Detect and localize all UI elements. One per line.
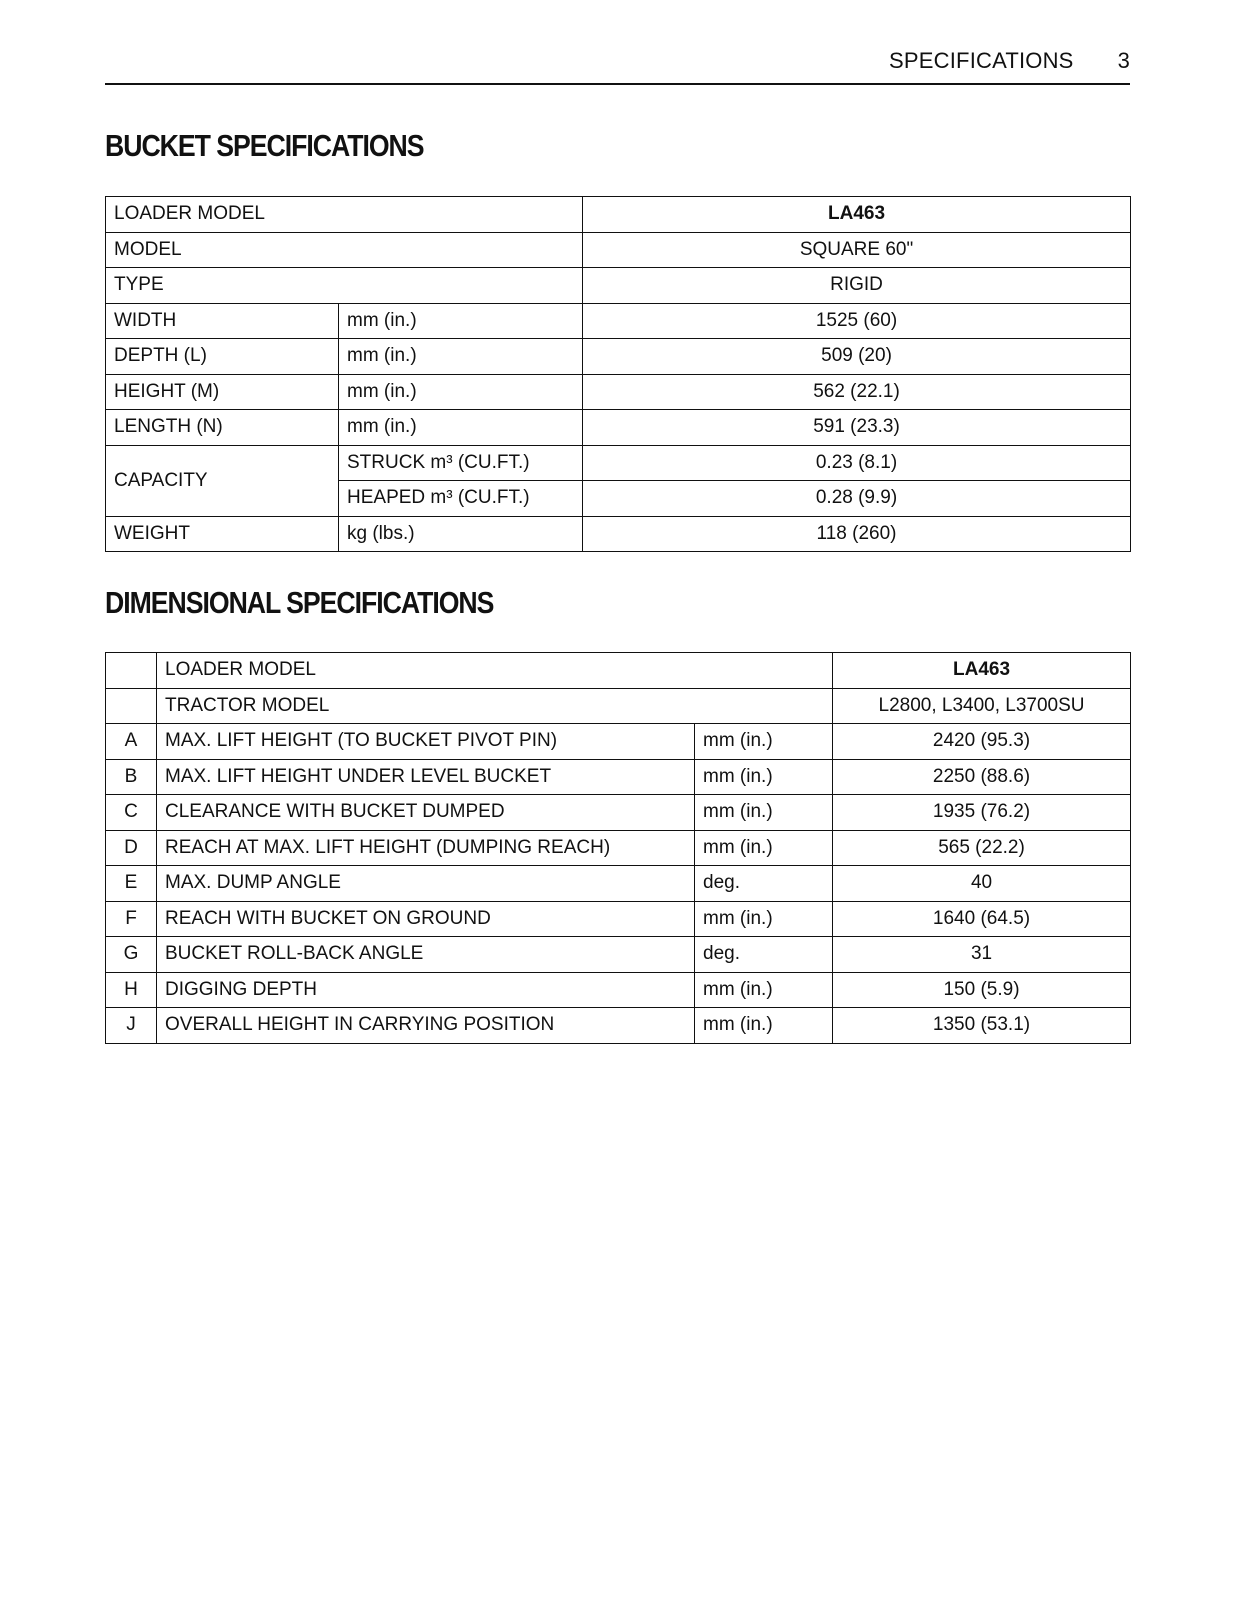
row-value: 562 (22.1) (583, 374, 1131, 410)
row-unit: mm (in.) (339, 339, 583, 375)
row-unit: mm (in.) (695, 795, 833, 831)
table-row (106, 232, 1131, 268)
row-label: BUCKET ROLL-BACK ANGLE (157, 937, 695, 973)
row-letter (106, 653, 157, 689)
row-value: LA463 (583, 197, 1131, 233)
row-letter: E (106, 866, 157, 902)
row-letter: B (106, 759, 157, 795)
table-row (106, 516, 1131, 552)
row-letter (106, 688, 157, 724)
row-unit: mm (in.) (695, 1008, 833, 1044)
row-label: MAX. LIFT HEIGHT UNDER LEVEL BUCKET (157, 759, 695, 795)
row-letter: F (106, 901, 157, 937)
row-value: 1350 (53.1) (833, 1008, 1131, 1044)
row-label: REACH AT MAX. LIFT HEIGHT (DUMPING REACH) (157, 830, 695, 866)
row-value: SQUARE 60" (583, 232, 1131, 268)
table-row (106, 1008, 1131, 1044)
table-row (106, 972, 1131, 1008)
row-label: TRACTOR MODEL (157, 688, 833, 724)
row-value: 31 (833, 937, 1131, 973)
row-label: WEIGHT (106, 516, 339, 552)
row-label: WIDTH (106, 303, 339, 339)
row-unit: STRUCK m³ (CU.FT.) (339, 445, 583, 481)
row-value: L2800, L3400, L3700SU (833, 688, 1131, 724)
row-label: HEIGHT (M) (106, 374, 339, 410)
dimensional-specifications-title: DIMENSIONAL SPECIFICATIONS (105, 585, 494, 620)
row-unit: mm (in.) (695, 972, 833, 1008)
page-number: 3 (1117, 48, 1130, 73)
table-row (106, 339, 1131, 375)
table-row (106, 901, 1131, 937)
row-unit: mm (in.) (695, 901, 833, 937)
row-value: 40 (833, 866, 1131, 902)
row-label: MAX. LIFT HEIGHT (TO BUCKET PIVOT PIN) (157, 724, 695, 760)
row-value: LA463 (833, 653, 1131, 689)
row-letter: D (106, 830, 157, 866)
table-row (106, 688, 1131, 724)
row-unit: mm (in.) (339, 303, 583, 339)
row-value: 2250 (88.6) (833, 759, 1131, 795)
row-value: 2420 (95.3) (833, 724, 1131, 760)
row-label: LENGTH (N) (106, 410, 339, 446)
row-label: TYPE (106, 268, 583, 304)
dimensional-specifications-table (105, 652, 1131, 1044)
row-unit: mm (in.) (339, 374, 583, 410)
row-letter: A (106, 724, 157, 760)
row-label: MAX. DUMP ANGLE (157, 866, 695, 902)
capacity-label: CAPACITY (106, 445, 339, 516)
row-letter: J (106, 1008, 157, 1044)
row-letter: H (106, 972, 157, 1008)
row-value: 150 (5.9) (833, 972, 1131, 1008)
running-header (105, 48, 1130, 85)
row-value: 591 (23.3) (583, 410, 1131, 446)
row-unit: mm (in.) (695, 759, 833, 795)
table-row (106, 653, 1131, 689)
row-label: LOADER MODEL (157, 653, 833, 689)
row-letter: C (106, 795, 157, 831)
row-value: 509 (20) (583, 339, 1131, 375)
row-value: 1935 (76.2) (833, 795, 1131, 831)
row-unit: deg. (695, 937, 833, 973)
table-row (106, 445, 1131, 481)
row-value: 1525 (60) (583, 303, 1131, 339)
row-value: 565 (22.2) (833, 830, 1131, 866)
row-value: 0.23 (8.1) (583, 445, 1131, 481)
row-value: 1640 (64.5) (833, 901, 1131, 937)
row-label: DEPTH (L) (106, 339, 339, 375)
row-value: 0.28 (9.9) (583, 481, 1131, 517)
table-row (106, 268, 1131, 304)
row-letter: G (106, 937, 157, 973)
row-label: MODEL (106, 232, 583, 268)
table-row (106, 866, 1131, 902)
row-unit: mm (in.) (695, 724, 833, 760)
row-value: 118 (260) (583, 516, 1131, 552)
row-label: REACH WITH BUCKET ON GROUND (157, 901, 695, 937)
row-unit: kg (lbs.) (339, 516, 583, 552)
row-unit: deg. (695, 866, 833, 902)
row-unit: mm (in.) (339, 410, 583, 446)
table-row (106, 410, 1131, 446)
table-row (106, 795, 1131, 831)
row-label: DIGGING DEPTH (157, 972, 695, 1008)
header-title: SPECIFICATIONS (889, 48, 1074, 73)
table-row (106, 759, 1131, 795)
row-label: LOADER MODEL (106, 197, 583, 233)
bucket-specifications-title: BUCKET SPECIFICATIONS (105, 128, 424, 163)
table-row (106, 937, 1131, 973)
table-row (106, 374, 1131, 410)
bucket-specifications-table (105, 196, 1131, 552)
row-value: RIGID (583, 268, 1131, 304)
table-row (106, 303, 1131, 339)
row-unit: HEAPED m³ (CU.FT.) (339, 481, 583, 517)
table-row (106, 724, 1131, 760)
table-row (106, 830, 1131, 866)
table-row (106, 197, 1131, 233)
row-label: OVERALL HEIGHT IN CARRYING POSITION (157, 1008, 695, 1044)
row-label: CLEARANCE WITH BUCKET DUMPED (157, 795, 695, 831)
row-unit: mm (in.) (695, 830, 833, 866)
